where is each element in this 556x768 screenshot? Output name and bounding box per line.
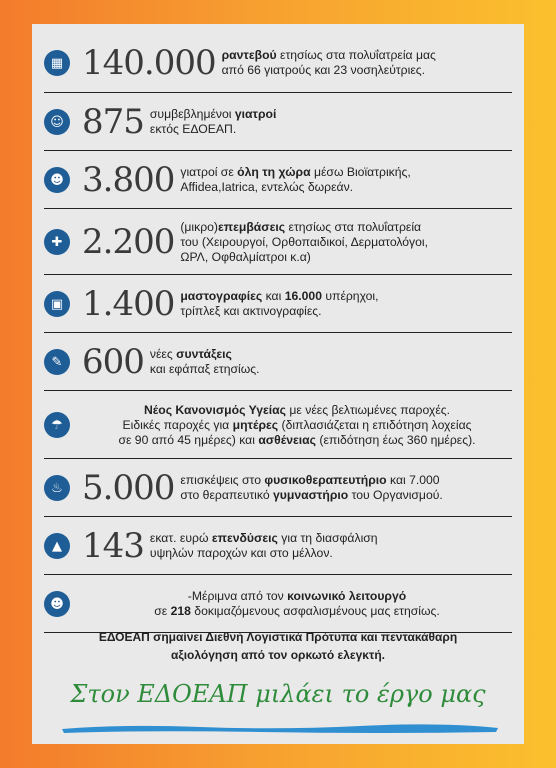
footer-line-1: ΕΔΟΕΑΠ σημαίνει Διεθνή Λογιστικά Πρότυπα και πεντακάθαρη [98, 630, 458, 644]
stat-text: επισκέψεις στο φυσικοθεραπευτήριο και 7.000 στο θεραπευτικό γυμναστήριο του Οργανισμού. [180, 473, 443, 502]
umbrella-icon: ☂ [44, 412, 70, 438]
stat-number: 1.400 [82, 284, 175, 324]
prescription-icon: ✎ [44, 349, 70, 375]
stat-row-physiotherapy [44, 460, 512, 517]
slogan: Στον ΕΔΟΕΑΠ μιλάει το έργο μας [70, 680, 486, 708]
stat-number: 143 [82, 526, 144, 566]
stat-text: μαστογραφίες και 16.000 υπέρηχοι, τρίπλεξ και ακτινογραφίες. [180, 289, 379, 318]
footer-line-2: αξιολόγηση από τον ορκωτό ελεγκτή. [170, 648, 386, 662]
info-card [32, 24, 524, 744]
screening-icon: ▣ [44, 291, 70, 317]
stat-text: συμβεβλημένοι γιατροί εκτός ΕΔΟΕΑΠ. [149, 107, 277, 136]
stat-number: 600 [82, 342, 144, 382]
brush-underline [60, 721, 500, 735]
doctor-icon: ☺ [44, 109, 70, 135]
stat-row-screenings [44, 276, 512, 333]
stat-row-pensions [44, 334, 512, 391]
physiotherapy-icon: ♨ [44, 475, 70, 501]
stat-text: γιατροί σε όλη τη χώρα μέσω Βιοϊατρικής, Affidea,Iatrica, εντελώς δωρεάν. [180, 165, 411, 194]
stat-row-nationwide [44, 152, 512, 209]
stat-text: ραντεβού ετησίως στα πολυΐατρεία μας από 66 γιατρούς και 23 νοσηλεύτριες. [221, 48, 436, 77]
stat-text: -Μέριμνα από τον κοινωνικό λειτουργό σε 218 δοκιμαζόμενους ασφαλισμένους μας ετησίως. [154, 589, 440, 618]
stat-row-health-regulation [44, 392, 512, 459]
stat-number: 3.800 [82, 160, 175, 200]
investment-icon: ▲ [44, 533, 70, 559]
stat-row-doctors [44, 94, 512, 151]
stat-row-appointments [44, 34, 512, 93]
stat-number: 875 [82, 102, 144, 142]
stat-text: νέες συντάξεις και εφάπαξ ετησίως. [149, 347, 260, 376]
stat-text: (μικρο)επεμβάσεις ετησίως στα πολυΐατρεία του (Χειρουργοί, Ορθοπαιδικοί, Δερματολόγοι, ΩΡΛ, Οφθαλμίατροι κ.α) [180, 219, 429, 264]
stat-row-social-worker [44, 576, 512, 633]
stat-row-procedures [44, 210, 512, 275]
hospital-icon: ✚ [44, 229, 70, 255]
calendar-icon: ▦ [44, 50, 70, 76]
stat-row-investments [44, 518, 512, 575]
group-icon: ☻ [44, 167, 70, 193]
stat-text: εκατ. ευρώ επενδύσεις για τη διασφάλιση υψηλών παροχών και στο μέλλον. [149, 531, 378, 560]
stat-number: 5.000 [82, 468, 175, 508]
stat-text: Νέος Κανονισμός Υγείας με νέες βελτιωμένες παροχές. Ειδικές παροχές για μητέρες (διπλασιάζεται η επιδότηση λοχείας σε 90 από 45 ημέρες) και ασθένειας (επιδότηση έως 360 ημέρες). [118, 402, 476, 447]
footer-statement [72, 628, 484, 664]
family-icon: ☻ [44, 591, 70, 617]
stat-number: 2.200 [82, 222, 175, 262]
stat-number: 140.000 [82, 43, 216, 83]
